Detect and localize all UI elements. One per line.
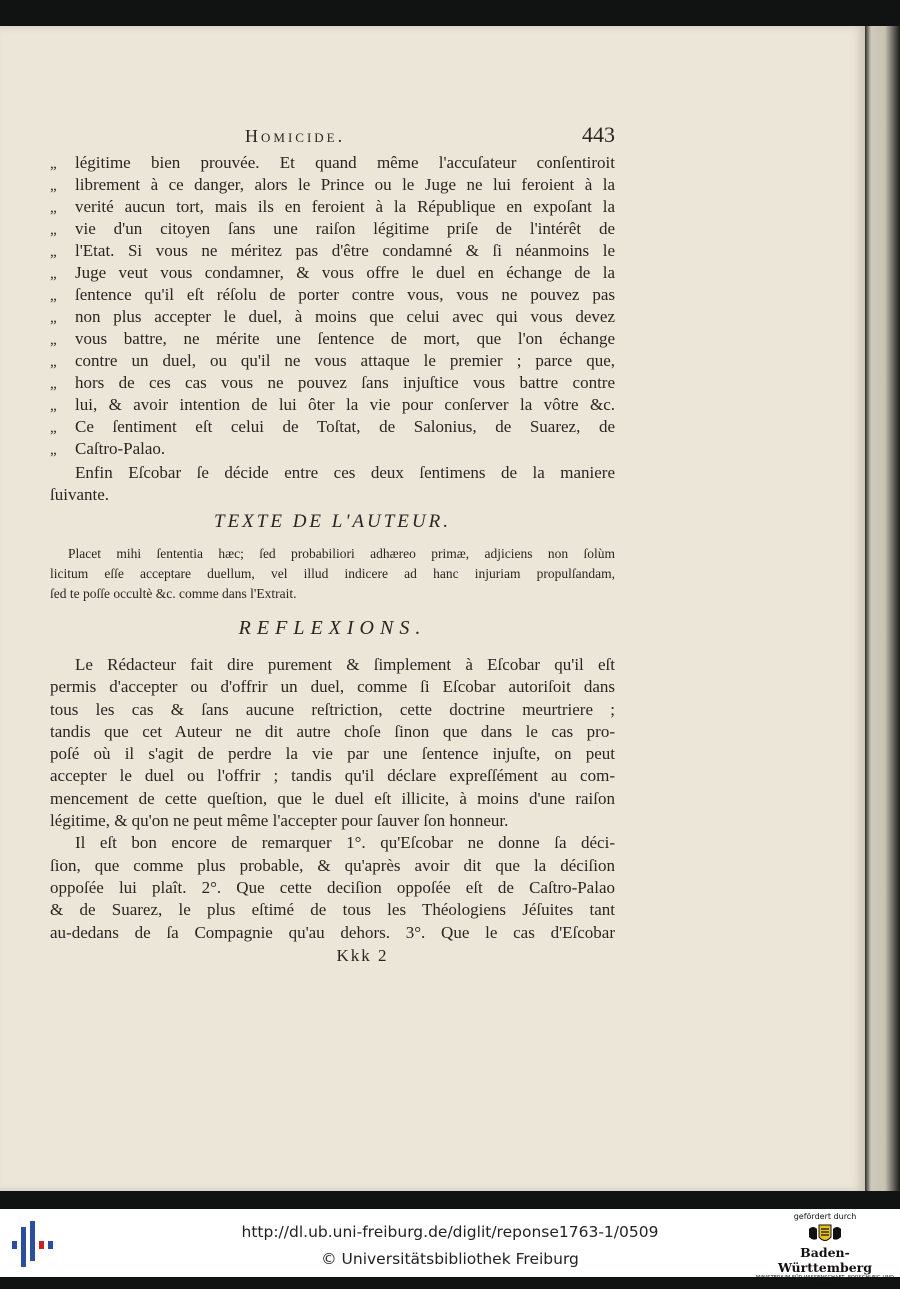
copyright-notice: © Universitätsbibliothek Freiburg bbox=[321, 1250, 579, 1268]
quote-mark: „ bbox=[50, 354, 57, 370]
transition-paragraph bbox=[50, 462, 615, 506]
coat-of-arms-icon bbox=[805, 1223, 845, 1245]
latin-quotation bbox=[50, 544, 615, 604]
body-line: accepter le duel ou l'offrir ; tandis qu'il déclare expreſſément au com- bbox=[50, 766, 615, 786]
quote-mark: „ bbox=[50, 156, 57, 172]
footer-bar bbox=[0, 1209, 900, 1288]
body-line: légitime, & qu'on ne peut même l'accepter pour ſauver ſon honneur. bbox=[50, 811, 509, 831]
quote-line bbox=[50, 350, 615, 372]
quote-mark: „ bbox=[50, 376, 57, 392]
body-line: Il eſt bon encore de remarquer 1°. qu'Eſcobar ne donne ſa déci- bbox=[75, 833, 615, 853]
body-line: tandis que cet Auteur ne dit autre choſe ſinon que dans le cas pro- bbox=[50, 721, 615, 741]
quote-text: lui, & avoir intention de lui ôter la vie pour conſerver la vôtre &c. bbox=[75, 395, 615, 414]
running-title: Homicide. bbox=[245, 126, 346, 146]
body-line: & de Suarez, le plus eſtimé de tous les Théologiens Jéſuites tant bbox=[50, 900, 615, 920]
quote-mark: „ bbox=[50, 420, 57, 436]
quote-mark: „ bbox=[50, 178, 57, 194]
quote-mark: „ bbox=[50, 310, 57, 326]
page-number: 443 bbox=[582, 122, 615, 147]
quote-text: Juge veut vous condamner, & vous offre le duel en échange de la bbox=[75, 263, 615, 282]
body-line: Le Rédacteur fait dire purement & ſimplement à Eſcobar qu'il eſt bbox=[75, 655, 615, 674]
quote-line bbox=[50, 262, 615, 284]
quote-mark: „ bbox=[50, 222, 57, 238]
quote-mark: „ bbox=[50, 398, 57, 414]
latin-line: ſed te poſſe occultè &c. comme dans l'Extrait. bbox=[50, 586, 297, 601]
sponsor-name: Baden-Württemberg bbox=[778, 1245, 872, 1275]
quote-text: vie d'un citoyen ſans une raiſon légitime priſe de l'intérêt de bbox=[75, 219, 615, 238]
quote-line bbox=[50, 174, 615, 196]
body-line: mencement de cette queſtion, que le duel eſt illicite, à moins d'une raiſon bbox=[50, 788, 615, 808]
quote-mark: „ bbox=[50, 200, 57, 216]
sponsor-ministry: MINISTERIUM FÜR WISSENSCHAFT, FORSCHUNG UND KUNST bbox=[755, 1275, 895, 1288]
heading-texte-auteur: TEXTE DE L'AUTEUR. bbox=[214, 511, 451, 532]
body-line: au-dedans de ſa Compagnie qu'au dehors. 3°. Que le cas d'Eſcobar bbox=[50, 922, 615, 942]
quote-line bbox=[50, 394, 615, 416]
quote-mark: „ bbox=[50, 266, 57, 282]
quote-line bbox=[50, 328, 615, 350]
paragraph-line: Enfin Eſcobar ſe décide entre ces deux ſentimens de la maniere bbox=[75, 463, 615, 482]
signature-mark: Kkk 2 bbox=[336, 945, 389, 965]
quote-line bbox=[50, 372, 615, 394]
quote-text: non plus accepter le duel, à moins que celui avec qui vous devez bbox=[75, 307, 615, 326]
quote-text: vous battre, ne mérite une ſentence de mort, que l'on échange bbox=[75, 329, 615, 348]
paragraph-line: ſuivante. bbox=[50, 485, 110, 504]
body-line: poſé où il s'agit de perdre la vie par une ſentence injuſte, on peut bbox=[50, 744, 615, 764]
body-line: ſion, que comme plus probable, & qu'après avoir dit que la déciſion bbox=[50, 855, 615, 875]
body-line: permis d'accepter ou d'offrir un duel, comme ſi Eſcobar autoriſoit dans bbox=[50, 677, 615, 697]
quote-text: Caſtro-Palao. bbox=[75, 439, 166, 458]
quote-text: légitime bien prouvée. Et quand même l'accuſateur conſentiroit bbox=[75, 153, 615, 172]
quote-mark: „ bbox=[50, 244, 57, 260]
page-text bbox=[50, 122, 615, 966]
body-line: tous les cas & ſans aucune reſtriction, cette doctrine meurtriere ; bbox=[50, 699, 615, 719]
quote-text: verité aucun tort, mais ils en feroient à la République en expoſant la bbox=[75, 197, 615, 216]
latin-line: Placet mihi ſententia hæc; ſed probabiliori adhæreo primæ, adjiciens non ſolùm bbox=[68, 546, 615, 561]
quote-block bbox=[50, 152, 615, 460]
quote-line bbox=[50, 416, 615, 438]
permalink-url[interactable]: http://dl.ub.uni-freiburg.de/diglit/reponse1763-1/0509 bbox=[241, 1223, 659, 1241]
quote-line bbox=[50, 284, 615, 306]
running-head bbox=[50, 122, 615, 152]
quote-line bbox=[50, 196, 615, 218]
reflexions-body bbox=[50, 654, 615, 944]
quote-text: l'Etat. Si vous ne méritez pas d'être condamné & ſi néanmoins le bbox=[75, 241, 615, 260]
body-line: oppoſée lui plaît. 2°. Que cette deciſion oppoſée eſt de Caſtro-Palao bbox=[50, 877, 615, 897]
quote-line bbox=[50, 240, 615, 262]
sponsor-supported-label: gefördert durch bbox=[793, 1212, 857, 1221]
quote-text: librement à ce danger, alors le Prince ou le Juge ne lui feroient à la bbox=[75, 175, 615, 194]
quote-line bbox=[50, 218, 615, 240]
heading-reflexions: REFLEXIONS. bbox=[238, 617, 427, 639]
quote-line bbox=[50, 152, 615, 174]
quote-mark: „ bbox=[50, 332, 57, 348]
quote-mark: „ bbox=[50, 442, 57, 458]
quote-mark: „ bbox=[50, 288, 57, 304]
quote-text: Ce ſentiment eſt celui de Toſtat, de Salonius, de Suarez, de bbox=[75, 417, 615, 436]
latin-line: licitum eſſe acceptare duellum, vel illud indicere ad hanc injuriam propulſandam, bbox=[50, 566, 615, 581]
page-edge bbox=[865, 26, 900, 1191]
quote-text: ſentence qu'il eſt réſolu de porter contre vous, vous ne pouvez pas bbox=[75, 285, 615, 304]
quote-line bbox=[50, 306, 615, 328]
quote-text: hors de ces cas vous ne pouvez ſans injuſtice vous battre contre bbox=[75, 373, 615, 392]
quote-text: contre un duel, ou qu'il ne vous attaque le premier ; parce que, bbox=[75, 351, 615, 370]
sponsor-logo bbox=[755, 1212, 895, 1288]
quote-line bbox=[50, 438, 615, 460]
